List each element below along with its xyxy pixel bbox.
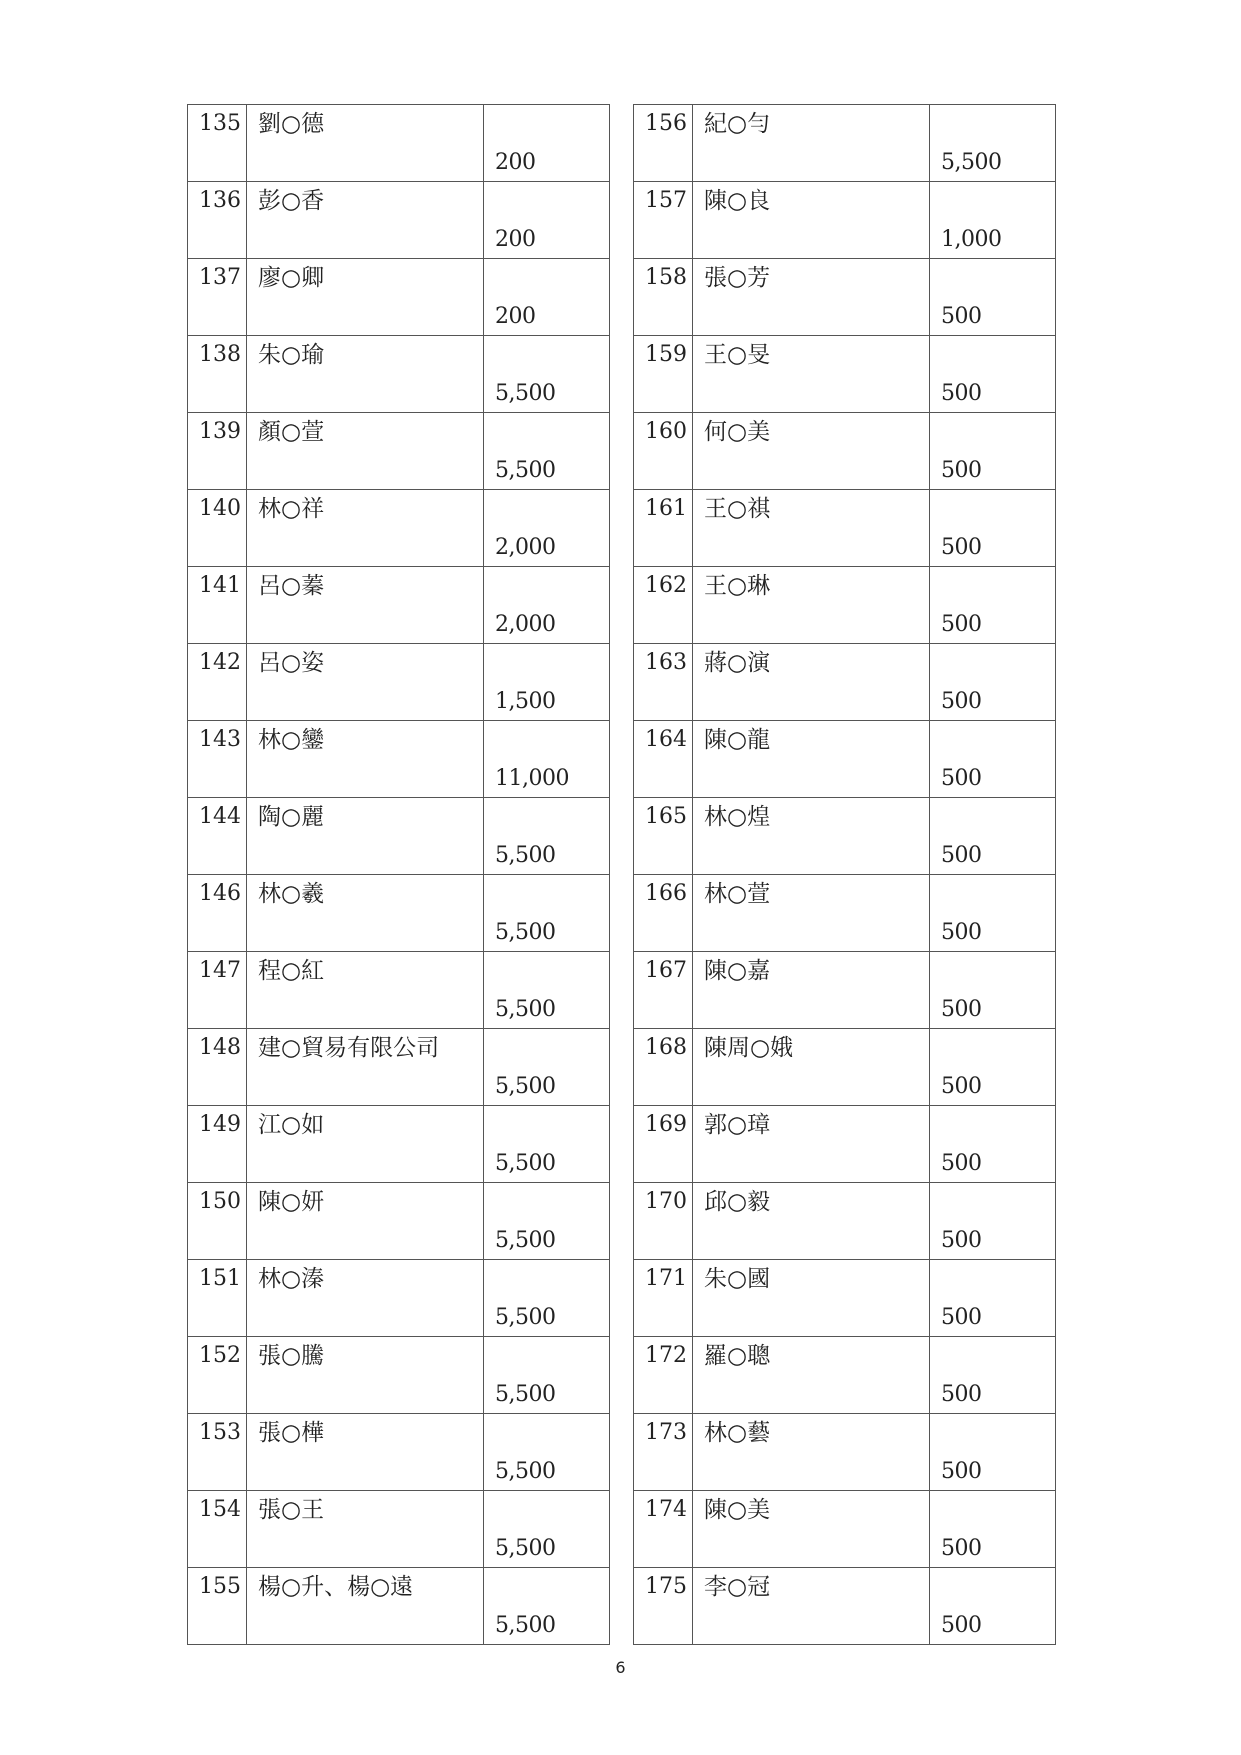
donation-amount: 5,500 (495, 458, 556, 483)
donor-name-cell (693, 1414, 930, 1491)
donation-amount-cell (484, 336, 610, 413)
row-number: 149 (199, 1112, 241, 1137)
row-number: 171 (645, 1266, 687, 1291)
donation-amount: 1,500 (495, 689, 556, 714)
donation-amount-cell (930, 644, 1056, 721)
donation-amount-cell (930, 1414, 1056, 1491)
donation-amount-cell (930, 413, 1056, 490)
donation-amount: 5,500 (495, 1459, 556, 1484)
donation-amount: 500 (941, 766, 982, 791)
row-number: 142 (199, 650, 241, 675)
donation-amount-cell (484, 721, 610, 798)
table-row (634, 644, 1056, 721)
donor-name-cell (693, 952, 930, 1029)
donation-amount-cell (484, 1491, 610, 1568)
donor-name-cell (693, 1029, 930, 1106)
donor-name: 林○鑾 (258, 727, 325, 753)
row-number-cell (634, 952, 693, 1029)
row-number-cell (634, 1106, 693, 1183)
donor-name: 何○美 (704, 419, 771, 445)
donation-amount-cell (930, 259, 1056, 336)
donor-name: 張○王 (258, 1497, 325, 1523)
donation-amount: 200 (495, 304, 536, 329)
donation-amount: 500 (941, 535, 982, 560)
table-row (634, 875, 1056, 952)
donor-name: 陳○良 (704, 188, 771, 214)
donor-name-cell (247, 1260, 484, 1337)
donation-amount: 500 (941, 997, 982, 1022)
donor-name-cell (247, 105, 484, 182)
donor-name: 羅○聰 (704, 1343, 771, 1369)
donation-amount-cell (484, 875, 610, 952)
row-number: 175 (645, 1574, 687, 1599)
table-row (634, 336, 1056, 413)
row-number: 168 (645, 1035, 687, 1060)
donor-name-cell (247, 1029, 484, 1106)
row-number-cell (634, 798, 693, 875)
donor-name: 張○樺 (258, 1420, 325, 1446)
donation-amount: 200 (495, 150, 536, 175)
donation-amount: 500 (941, 458, 982, 483)
table-row (634, 490, 1056, 567)
donor-name: 彭○香 (258, 188, 325, 214)
row-number-cell (188, 490, 247, 567)
donor-name-cell (693, 1260, 930, 1337)
donor-name-cell (247, 721, 484, 798)
donor-name: 李○冠 (704, 1574, 771, 1600)
donor-name-cell (693, 1568, 930, 1645)
table-row (188, 952, 610, 1029)
donation-amount: 500 (941, 1151, 982, 1176)
donor-name: 郭○璋 (704, 1112, 771, 1138)
table-row (188, 1183, 610, 1260)
row-number: 152 (199, 1343, 241, 1368)
donation-amount: 5,500 (495, 1305, 556, 1330)
donor-name: 林○羲 (258, 881, 325, 907)
table-row (634, 259, 1056, 336)
row-number-cell (188, 1029, 247, 1106)
row-number: 151 (199, 1266, 241, 1291)
donor-name: 王○祺 (704, 496, 771, 522)
row-number: 170 (645, 1189, 687, 1214)
row-number-cell (188, 182, 247, 259)
donor-name: 王○旻 (704, 342, 771, 368)
table-row (188, 798, 610, 875)
donation-amount-cell (930, 1029, 1056, 1106)
donation-amount: 5,500 (495, 1382, 556, 1407)
table-row (634, 1568, 1056, 1645)
donor-name: 陳○妍 (258, 1189, 325, 1215)
donation-amount-cell (484, 644, 610, 721)
donor-name-cell (247, 1337, 484, 1414)
row-number-cell (634, 336, 693, 413)
donor-name-cell (693, 798, 930, 875)
row-number-cell (188, 413, 247, 490)
row-number-cell (188, 1106, 247, 1183)
row-number: 147 (199, 958, 241, 983)
donation-amount: 500 (941, 612, 982, 637)
donor-name: 廖○卿 (258, 265, 325, 291)
donation-amount: 2,000 (495, 612, 556, 637)
donation-amount: 5,500 (941, 150, 1002, 175)
donation-amount-cell (930, 567, 1056, 644)
donation-amount: 200 (495, 227, 536, 252)
donation-amount-cell (930, 1337, 1056, 1414)
donor-name: 張○騰 (258, 1343, 325, 1369)
donor-name: 楊○升、楊○遠 (258, 1574, 414, 1600)
donor-name: 陳○龍 (704, 727, 771, 753)
donor-name: 建○貿易有限公司 (258, 1035, 440, 1061)
donor-name: 張○芳 (704, 265, 771, 291)
donation-amount-cell (930, 952, 1056, 1029)
donation-amount-cell (484, 1260, 610, 1337)
table-row (634, 1029, 1056, 1106)
row-number: 154 (199, 1497, 241, 1522)
donation-amount-cell (930, 1183, 1056, 1260)
donation-amount: 5,500 (495, 997, 556, 1022)
row-number-cell (634, 1568, 693, 1645)
table-row (634, 1183, 1056, 1260)
donor-name-cell (693, 1106, 930, 1183)
donor-name: 江○如 (258, 1112, 325, 1138)
row-number: 135 (199, 111, 241, 136)
table-row (188, 413, 610, 490)
table-row (188, 721, 610, 798)
table-row (188, 1568, 610, 1645)
row-number-cell (188, 336, 247, 413)
donation-amount-cell (930, 105, 1056, 182)
row-number-cell (188, 721, 247, 798)
row-number-cell (634, 1260, 693, 1337)
donor-name-cell (693, 413, 930, 490)
donation-amount: 500 (941, 689, 982, 714)
row-number-cell (634, 1491, 693, 1568)
donor-name-cell (247, 1183, 484, 1260)
row-number: 153 (199, 1420, 241, 1445)
table-row (634, 182, 1056, 259)
row-number: 174 (645, 1497, 687, 1522)
row-number-cell (634, 105, 693, 182)
row-number: 144 (199, 804, 241, 829)
table-row (634, 1491, 1056, 1568)
donor-table-left (187, 104, 610, 1645)
donor-name: 王○琳 (704, 573, 771, 599)
donor-name-cell (247, 952, 484, 1029)
donor-name: 林○溱 (258, 1266, 325, 1292)
donor-name-cell (247, 644, 484, 721)
donation-amount: 500 (941, 1613, 982, 1638)
donation-amount: 500 (941, 1305, 982, 1330)
row-number-cell (634, 1029, 693, 1106)
donor-name-cell (693, 875, 930, 952)
donation-amount-cell (484, 413, 610, 490)
table-row (634, 1106, 1056, 1183)
row-number: 141 (199, 573, 241, 598)
row-number-cell (634, 567, 693, 644)
donation-amount: 11,000 (495, 766, 569, 791)
donor-name-cell (247, 1491, 484, 1568)
row-number-cell (188, 567, 247, 644)
row-number-cell (188, 1414, 247, 1491)
row-number: 139 (199, 419, 241, 444)
table-row (634, 1260, 1056, 1337)
donor-name-cell (247, 413, 484, 490)
table-row (188, 105, 610, 182)
donation-amount: 5,500 (495, 381, 556, 406)
donor-name-cell (693, 336, 930, 413)
table-row (188, 336, 610, 413)
donor-name: 邱○毅 (704, 1189, 771, 1215)
table-row (188, 567, 610, 644)
donation-amount: 5,500 (495, 1228, 556, 1253)
donor-name-cell (247, 875, 484, 952)
donation-amount-cell (484, 952, 610, 1029)
donor-name: 呂○姿 (258, 650, 325, 676)
row-number: 158 (645, 265, 687, 290)
row-number: 165 (645, 804, 687, 829)
donation-amount-cell (484, 798, 610, 875)
row-number: 164 (645, 727, 687, 752)
donation-amount-cell (930, 721, 1056, 798)
donor-name: 林○煌 (704, 804, 771, 830)
row-number-cell (188, 259, 247, 336)
donation-amount: 500 (941, 1382, 982, 1407)
row-number: 167 (645, 958, 687, 983)
donation-amount-cell (930, 1260, 1056, 1337)
donation-amount: 500 (941, 920, 982, 945)
donation-amount: 2,000 (495, 535, 556, 560)
row-number: 137 (199, 265, 241, 290)
donor-name: 劉○德 (258, 111, 325, 137)
row-number-cell (634, 721, 693, 798)
donation-amount-cell (484, 490, 610, 567)
row-number-cell (188, 875, 247, 952)
donor-table-right (633, 104, 1056, 1645)
row-number-cell (188, 1568, 247, 1645)
donor-name: 林○藝 (704, 1420, 771, 1446)
row-number-cell (634, 259, 693, 336)
row-number-cell (188, 1491, 247, 1568)
table-row (188, 182, 610, 259)
row-number-cell (634, 182, 693, 259)
donor-name-cell (693, 1491, 930, 1568)
donor-name: 林○祥 (258, 496, 325, 522)
donation-amount: 5,500 (495, 1536, 556, 1561)
donor-name-cell (247, 567, 484, 644)
donation-amount: 500 (941, 304, 982, 329)
donation-amount-cell (930, 336, 1056, 413)
table-row (634, 1414, 1056, 1491)
row-number: 161 (645, 496, 687, 521)
donor-name: 林○萱 (704, 881, 771, 907)
donation-amount-cell (930, 1491, 1056, 1568)
row-number: 172 (645, 1343, 687, 1368)
donor-name: 朱○國 (704, 1266, 771, 1292)
donation-amount: 5,500 (495, 920, 556, 945)
donation-amount-cell (484, 567, 610, 644)
donation-amount-cell (930, 798, 1056, 875)
donation-amount-cell (930, 1106, 1056, 1183)
row-number: 160 (645, 419, 687, 444)
donor-name-cell (693, 1337, 930, 1414)
donation-amount: 5,500 (495, 1151, 556, 1176)
donor-name-cell (247, 1414, 484, 1491)
donation-amount: 500 (941, 1074, 982, 1099)
row-number: 150 (199, 1189, 241, 1214)
donation-amount-cell (930, 1568, 1056, 1645)
donor-name: 程○紅 (258, 958, 325, 984)
table-row (634, 721, 1056, 798)
table-row (188, 490, 610, 567)
row-number: 159 (645, 342, 687, 367)
row-number-cell (634, 875, 693, 952)
row-number: 143 (199, 727, 241, 752)
table-row (188, 259, 610, 336)
donor-name-cell (693, 567, 930, 644)
row-number-cell (188, 644, 247, 721)
row-number-cell (634, 490, 693, 567)
row-number-cell (634, 413, 693, 490)
row-number: 166 (645, 881, 687, 906)
donation-amount-cell (484, 1414, 610, 1491)
row-number: 138 (199, 342, 241, 367)
donor-name-cell (247, 490, 484, 567)
donor-name-cell (247, 1568, 484, 1645)
row-number-cell (188, 952, 247, 1029)
donation-amount: 500 (941, 1536, 982, 1561)
donor-name: 呂○蓁 (258, 573, 325, 599)
table-row (188, 1337, 610, 1414)
row-number-cell (188, 105, 247, 182)
donor-name-cell (693, 644, 930, 721)
donation-amount-cell (930, 182, 1056, 259)
donor-name-cell (693, 721, 930, 798)
donation-amount: 500 (941, 843, 982, 868)
table-row (188, 875, 610, 952)
row-number: 157 (645, 188, 687, 213)
donation-amount: 5,500 (495, 843, 556, 868)
donor-name-cell (693, 259, 930, 336)
row-number-cell (188, 1183, 247, 1260)
row-number: 146 (199, 881, 241, 906)
table-row (188, 1414, 610, 1491)
donation-amount: 500 (941, 381, 982, 406)
donation-amount-cell (930, 875, 1056, 952)
row-number: 156 (645, 111, 687, 136)
row-number: 169 (645, 1112, 687, 1137)
donor-name: 陶○麗 (258, 804, 325, 830)
donation-amount: 500 (941, 1228, 982, 1253)
donation-amount: 5,500 (495, 1074, 556, 1099)
table-row (188, 1260, 610, 1337)
donation-amount-cell (484, 1029, 610, 1106)
table-row (188, 1029, 610, 1106)
donation-amount-cell (930, 490, 1056, 567)
donation-amount: 1,000 (941, 227, 1002, 252)
table-row (634, 952, 1056, 1029)
donor-name: 陳○美 (704, 1497, 771, 1523)
donation-amount-cell (484, 1337, 610, 1414)
row-number-cell (188, 798, 247, 875)
donor-name: 顏○萱 (258, 419, 325, 445)
donation-amount-cell (484, 105, 610, 182)
donor-name-cell (693, 490, 930, 567)
donor-name-cell (247, 1106, 484, 1183)
donor-name-cell (693, 105, 930, 182)
donor-name-cell (693, 182, 930, 259)
row-number-cell (188, 1260, 247, 1337)
donor-name: 紀○勻 (704, 111, 771, 137)
table-row (188, 644, 610, 721)
donor-name: 陳○嘉 (704, 958, 771, 984)
donation-amount-cell (484, 1568, 610, 1645)
donor-name: 蔣○演 (704, 650, 771, 676)
donor-name-cell (693, 1183, 930, 1260)
donor-name-cell (247, 336, 484, 413)
table-row (188, 1106, 610, 1183)
row-number: 136 (199, 188, 241, 213)
row-number: 173 (645, 1420, 687, 1445)
donation-amount: 500 (941, 1459, 982, 1484)
row-number: 140 (199, 496, 241, 521)
page-number: 6 (615, 1658, 626, 1677)
row-number: 148 (199, 1035, 241, 1060)
row-number-cell (634, 644, 693, 721)
donation-amount: 5,500 (495, 1613, 556, 1638)
row-number: 163 (645, 650, 687, 675)
donor-name-cell (247, 259, 484, 336)
row-number-cell (634, 1337, 693, 1414)
row-number: 155 (199, 1574, 241, 1599)
table-row (634, 105, 1056, 182)
row-number-cell (634, 1183, 693, 1260)
donor-name: 朱○瑜 (258, 342, 325, 368)
table-row (188, 1491, 610, 1568)
donation-amount-cell (484, 182, 610, 259)
donor-name: 陳周○娥 (704, 1035, 794, 1061)
table-row (634, 798, 1056, 875)
row-number: 162 (645, 573, 687, 598)
row-number-cell (188, 1337, 247, 1414)
table-row (634, 1337, 1056, 1414)
row-number-cell (634, 1414, 693, 1491)
donation-amount-cell (484, 259, 610, 336)
donation-amount-cell (484, 1183, 610, 1260)
donor-name-cell (247, 182, 484, 259)
donor-name-cell (247, 798, 484, 875)
table-row (634, 413, 1056, 490)
donation-amount-cell (484, 1106, 610, 1183)
table-row (634, 567, 1056, 644)
